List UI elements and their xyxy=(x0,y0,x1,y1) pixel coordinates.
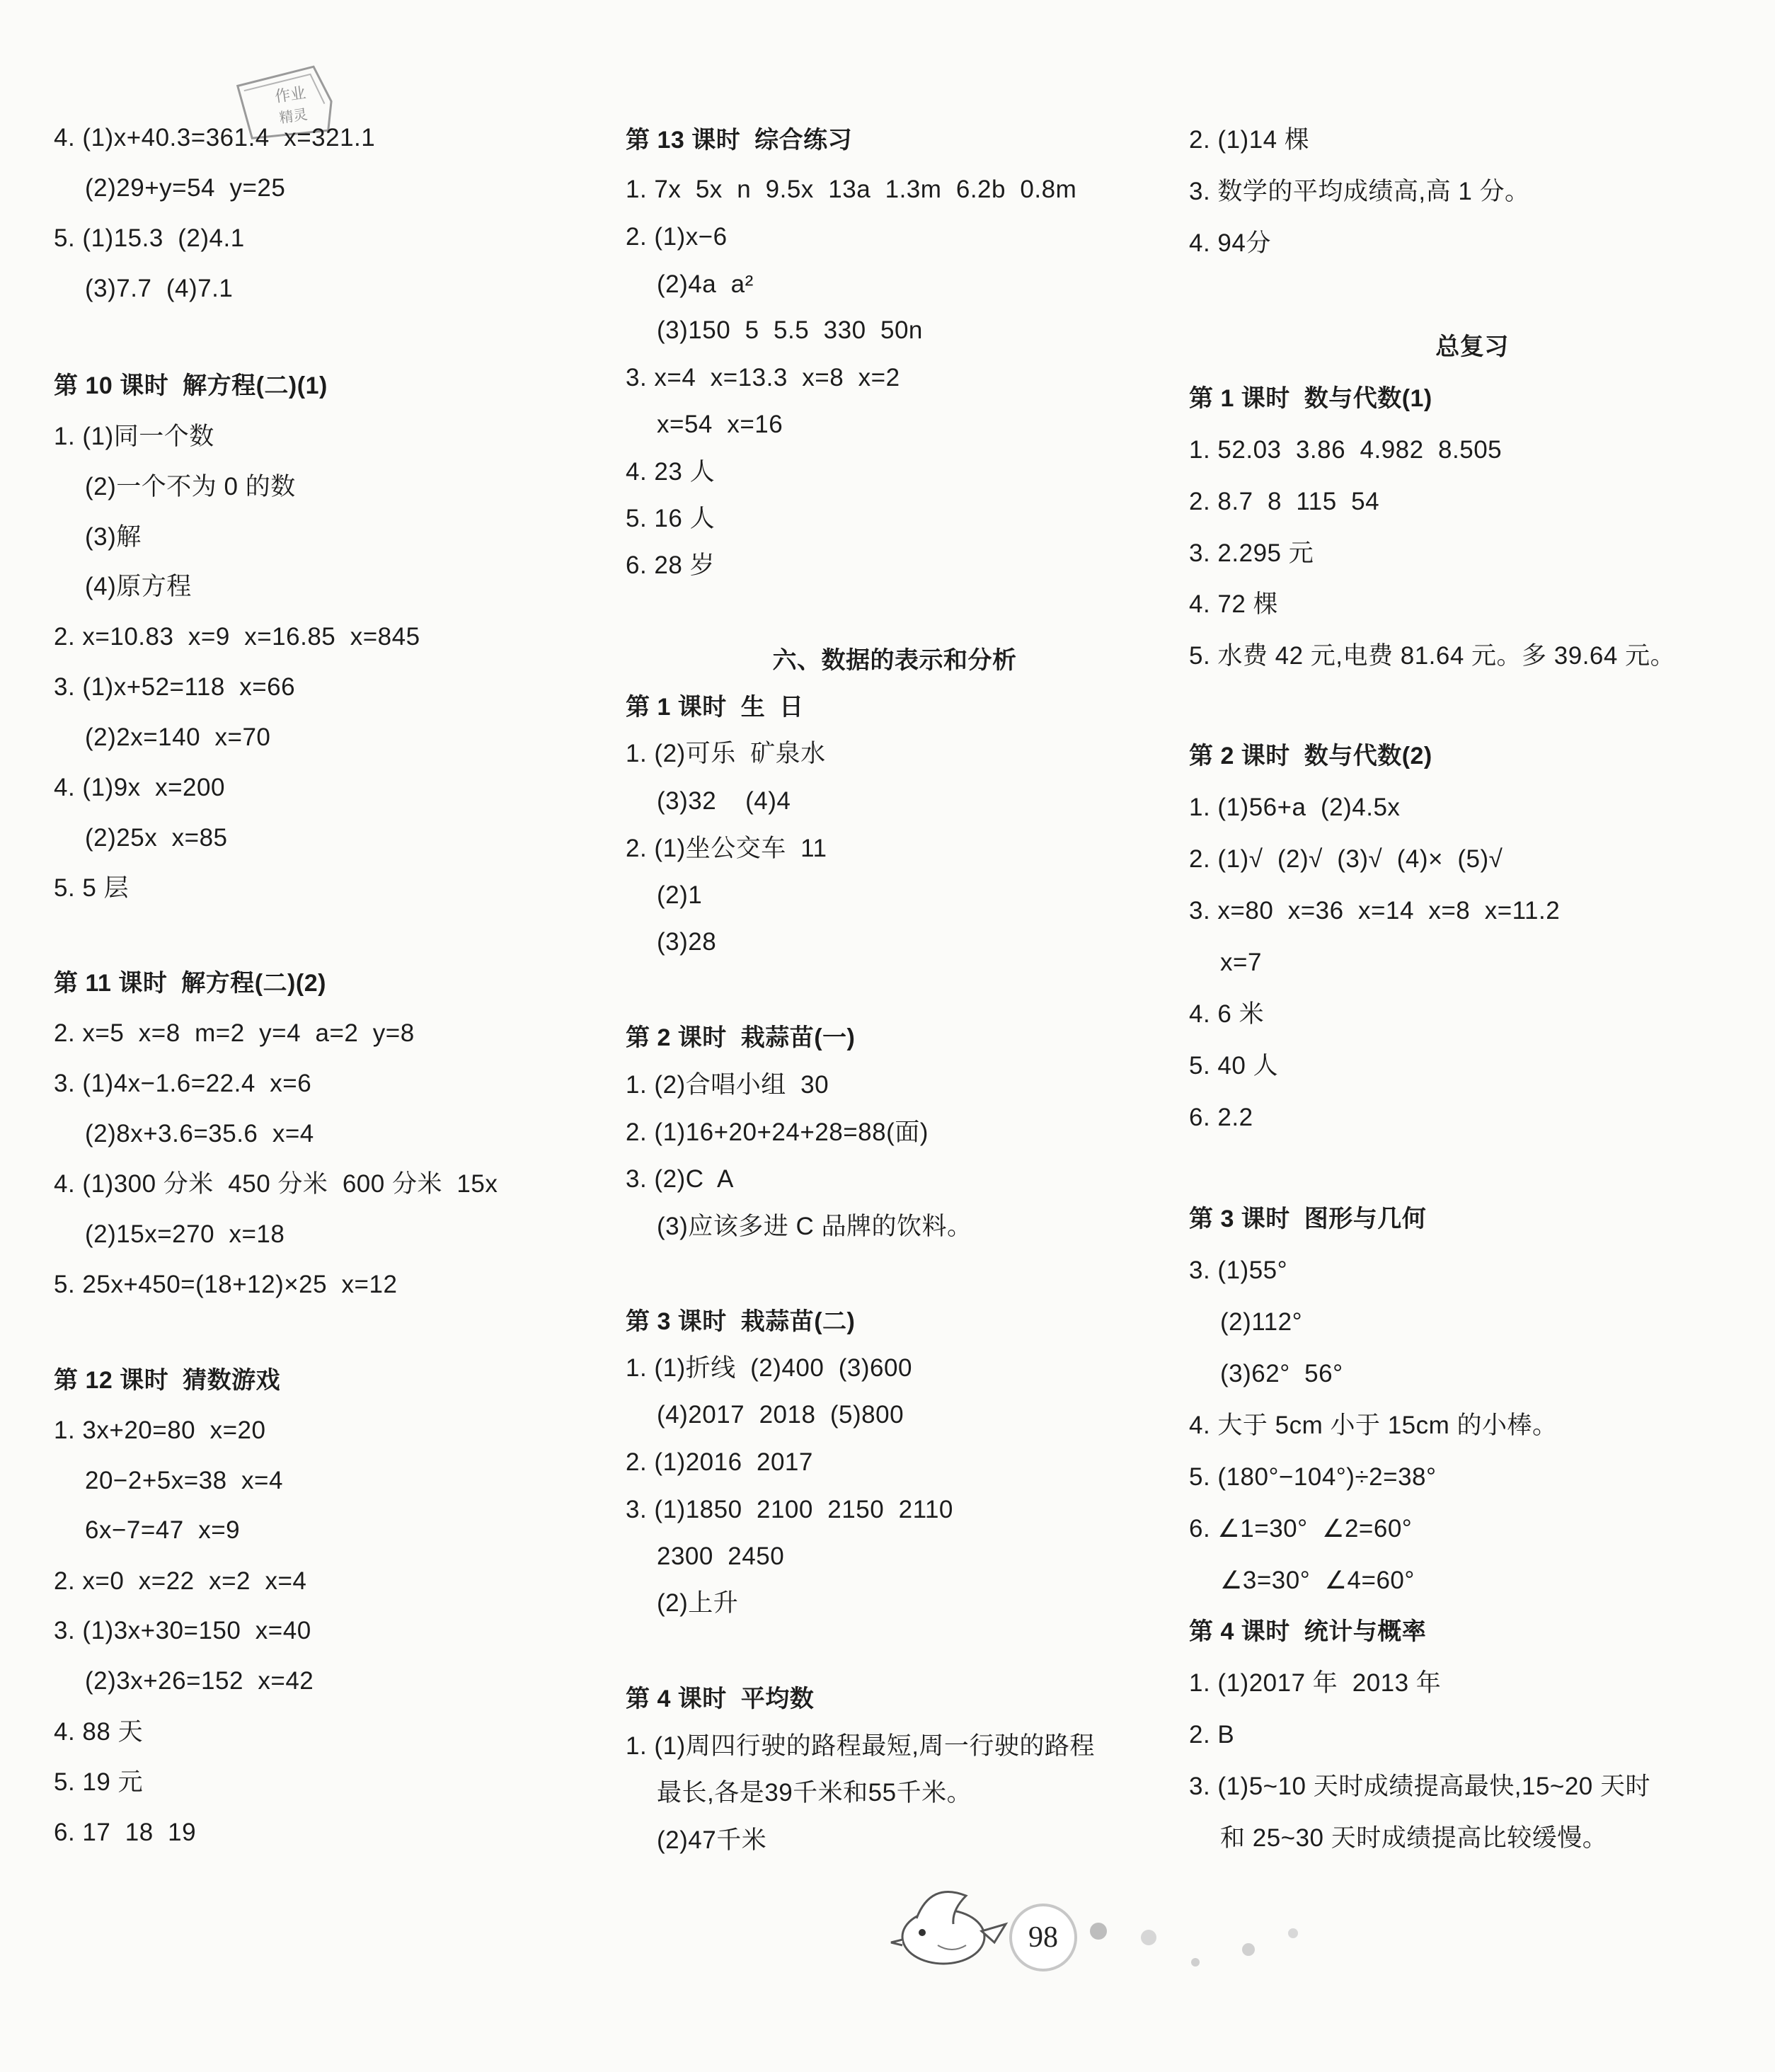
answer-line: 4. 大于 5cm 小于 15cm 的小棒。 xyxy=(1189,1412,1558,1439)
answer-line: (3)62° 56° xyxy=(1220,1360,1343,1387)
answer-line: 1. 7x 5x n 9.5x 13a 1.3m 6.2b 0.8m xyxy=(626,176,1077,203)
svg-text:精灵: 精灵 xyxy=(277,105,309,127)
lesson-heading: 第 3 课时 栽蒜苗(二) xyxy=(626,1308,856,1335)
answer-line: 2. 8.7 8 115 54 xyxy=(1189,488,1380,515)
bird-icon xyxy=(888,1874,1009,1974)
answer-line: 6. 28 岁 xyxy=(626,551,716,579)
answer-line: (2)3x+26=152 x=42 xyxy=(85,1667,314,1695)
answer-line: 1. (2)合唱小组 30 xyxy=(626,1071,829,1099)
lesson-heading: 第 11 课时 解方程(二)(2) xyxy=(54,970,326,997)
answer-line: x=7 xyxy=(1220,949,1262,976)
answer-line: ∠3=30° ∠4=60° xyxy=(1220,1567,1415,1594)
answer-line: 2. (1)√ (2)√ (3)√ (4)× (5)√ xyxy=(1189,845,1503,873)
answer-line: 3. (1)3x+30=150 x=40 xyxy=(54,1617,311,1644)
answer-line: (2)2x=140 x=70 xyxy=(85,723,271,751)
answer-line: 4. 6 米 xyxy=(1189,1000,1265,1028)
decorative-dot xyxy=(1141,1930,1156,1945)
answer-line: 4. (1)x+40.3=361.4 x=321.1 xyxy=(54,124,376,151)
lesson-heading: 第 10 课时 解方程(二)(1) xyxy=(54,372,328,399)
answer-line: 5. 水费 42 元,电费 81.64 元。多 39.64 元。 xyxy=(1189,642,1676,670)
answer-line: (2)112° xyxy=(1220,1308,1303,1336)
answer-line: 4. (1)9x x=200 xyxy=(54,774,225,801)
answer-line: 2. x=0 x=22 x=2 x=4 xyxy=(54,1567,307,1595)
lesson-heading: 第 12 课时 猜数游戏 xyxy=(54,1367,281,1394)
answer-line: (2)上升 xyxy=(657,1589,739,1617)
answer-line: (3)28 xyxy=(657,928,717,956)
answer-line: 1. (1)同一个数 xyxy=(54,423,214,450)
answer-line: 1. (1)56+a (2)4.5x xyxy=(1189,794,1401,821)
answer-line: (2)一个不为 0 的数 xyxy=(85,473,296,500)
answer-line: 3. 2.295 元 xyxy=(1189,539,1314,567)
page-number: 98 xyxy=(1009,1904,1077,1971)
lesson-heading: 第 3 课时 图形与几何 xyxy=(1189,1206,1427,1232)
section-title: 六、数据的表示和分析 xyxy=(772,647,1017,674)
answer-line: 3. (1)x+52=118 x=66 xyxy=(54,673,296,701)
answer-line: 3. 数学的平均成绩高,高 1 分。 xyxy=(1189,178,1530,205)
answer-line: 5. (1)15.3 (2)4.1 xyxy=(54,224,245,252)
answer-line: 2300 2450 xyxy=(657,1542,785,1570)
answer-line: 5. 16 人 xyxy=(626,505,716,532)
answer-line: 6. 17 18 19 xyxy=(54,1819,197,1846)
answer-line: 1. 52.03 3.86 4.982 8.505 xyxy=(1189,436,1503,464)
answer-line: 1. 3x+20=80 x=20 xyxy=(54,1416,266,1444)
answer-line: 5. 40 人 xyxy=(1189,1052,1279,1080)
lesson-heading: 第 1 课时 生 日 xyxy=(626,694,804,721)
decorative-dot xyxy=(1242,1943,1255,1956)
answer-line: 3. (1)4x−1.6=22.4 x=6 xyxy=(54,1070,312,1097)
answer-line: 2. (1)2016 2017 xyxy=(626,1448,813,1476)
answer-line: 3. x=80 x=36 x=14 x=8 x=11.2 xyxy=(1189,897,1561,925)
answer-line: 和 25~30 天时成绩提高比较缓慢。 xyxy=(1220,1824,1608,1852)
answer-line: 20−2+5x=38 x=4 xyxy=(85,1467,283,1494)
answer-line: 5. 5 层 xyxy=(54,874,130,902)
answer-line: 最长,各是39千米和55千米。 xyxy=(657,1779,972,1807)
decorative-dot xyxy=(1288,1928,1298,1938)
answer-line: 3. (1)55° xyxy=(1189,1257,1288,1284)
lesson-heading: 第 1 课时 数与代数(1) xyxy=(1189,385,1432,412)
answer-line: (3)解 xyxy=(85,523,142,551)
answer-line: 2. B xyxy=(1189,1721,1235,1748)
answer-line: 2. (1)坐公交车 11 xyxy=(626,835,827,862)
answer-line: 1. (1)周四行驶的路程最短,周一行驶的路程 xyxy=(626,1732,1095,1760)
answer-line: (2)25x x=85 xyxy=(85,824,228,852)
section-title: 总复习 xyxy=(1435,333,1509,360)
answer-line: (3)32 (4)4 xyxy=(657,787,791,815)
answer-line: 3. (2)C A xyxy=(626,1165,734,1193)
answer-line: 6. ∠1=30° ∠2=60° xyxy=(1189,1515,1413,1542)
answer-line: (3)7.7 (4)7.1 xyxy=(85,275,234,302)
answer-line: 6. 2.2 xyxy=(1189,1104,1253,1131)
answer-line: (3)150 5 5.5 330 50n xyxy=(657,316,923,344)
answer-line: 2. (1)14 棵 xyxy=(1189,126,1310,154)
answer-line: 2. x=10.83 x=9 x=16.85 x=845 xyxy=(54,623,420,651)
answer-line: (4)原方程 xyxy=(85,573,192,600)
answer-line: 4. 23 人 xyxy=(626,458,716,486)
answer-line: 5. 19 元 xyxy=(54,1768,144,1796)
answer-line: (2)15x=270 x=18 xyxy=(85,1220,285,1248)
answer-line: (2)1 xyxy=(657,881,703,909)
lesson-heading: 第 4 课时 统计与概率 xyxy=(1189,1618,1427,1645)
decorative-dot xyxy=(1090,1923,1107,1940)
answer-line: 3. (1)1850 2100 2150 2110 xyxy=(626,1496,953,1523)
answer-line: (2)47千米 xyxy=(657,1826,767,1854)
lesson-heading: 第 13 课时 综合练习 xyxy=(626,127,853,154)
answer-line: (2)29+y=54 y=25 xyxy=(85,174,286,202)
answer-line: 5. (180°−104°)÷2=38° xyxy=(1189,1463,1437,1491)
lesson-heading: 第 2 课时 数与代数(2) xyxy=(1189,743,1432,769)
answer-line: 2. (1)16+20+24+28=88(面) xyxy=(626,1118,929,1146)
answer-line: 5. 25x+450=(18+12)×25 x=12 xyxy=(54,1271,398,1298)
decorative-dot xyxy=(1191,1958,1200,1967)
answer-line: 1. (1)折线 (2)400 (3)600 xyxy=(626,1354,912,1382)
answer-line: 1. (1)2017 年 2013 年 xyxy=(1189,1669,1442,1697)
answer-line: 4. 88 天 xyxy=(54,1718,144,1746)
answer-line: 2. (1)x−6 xyxy=(626,223,728,251)
lesson-heading: 第 2 课时 栽蒜苗(一) xyxy=(626,1024,856,1051)
answer-line: 4. 72 棵 xyxy=(1189,590,1279,618)
answer-line: (4)2017 2018 (5)800 xyxy=(657,1401,904,1429)
answer-line: x=54 x=16 xyxy=(657,411,783,438)
answer-line: 4. 94分 xyxy=(1189,229,1271,257)
answer-line: 3. x=4 x=13.3 x=8 x=2 xyxy=(626,364,900,391)
answer-line: (2)4a a² xyxy=(657,270,754,298)
answer-line: 3. (1)5~10 天时成绩提高最快,15~20 天时 xyxy=(1189,1773,1650,1800)
answer-line: 4. (1)300 分米 450 分米 600 分米 15x xyxy=(54,1170,498,1198)
answer-line: (3)应该多进 C 品牌的饮料。 xyxy=(657,1213,972,1240)
svg-text:作业: 作业 xyxy=(273,84,307,107)
answer-line: 2. x=5 x=8 m=2 y=4 a=2 y=8 xyxy=(54,1019,415,1047)
answer-line: (2)8x+3.6=35.6 x=4 xyxy=(85,1120,314,1147)
answer-line: 6x−7=47 x=9 xyxy=(85,1516,241,1544)
answer-line: 1. (2)可乐 矿泉水 xyxy=(626,740,826,767)
lesson-heading: 第 4 课时 平均数 xyxy=(626,1685,815,1712)
